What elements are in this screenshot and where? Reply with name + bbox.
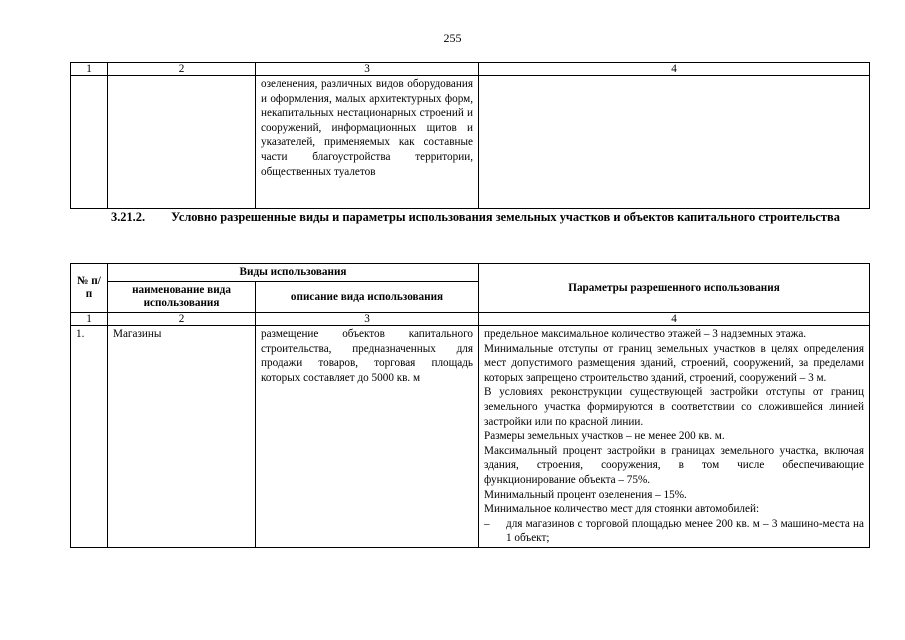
table-row <box>71 76 870 209</box>
table-row <box>71 326 870 548</box>
col-number: 3 <box>256 313 479 326</box>
param-line: Минимальные отступы от границ земельных участков в целях определения мест допустимого размещения зданий, строений, сооружений, за пределами которых запрещено строительство зданий, строений, сооружений – 3 м. <box>484 342 865 384</box>
cell-params <box>479 326 870 548</box>
conditional-uses-table <box>70 263 870 548</box>
cell-use-description: размещение объектов капитального строительства, предназначенных для продажи товаров, торговая площадь которых составляет до 5000 кв. м <box>256 326 479 548</box>
col-number: 2 <box>108 63 256 76</box>
table-header-row <box>71 264 870 282</box>
table-column-numbers <box>71 313 870 326</box>
col-number: 3 <box>256 63 479 76</box>
cell-description: озеленения, различных видов оборудования и оформления, малых архитектурных форм, некапитальных нестационарных строений и сооружений, информационных щитов и указателей, применяемых как составные части благоустройства территории, общественных туалетов <box>256 76 479 209</box>
section-number: 3.21.2. <box>111 210 146 224</box>
cell-use-name: Магазины <box>108 326 256 548</box>
param-list-item <box>484 517 864 546</box>
cell-num: 1. <box>71 326 108 548</box>
col-number: 1 <box>71 313 108 326</box>
param-line: Минимальное количество мест для стоянки автомобилей: <box>484 503 760 516</box>
header-params: Параметры разрешенного использования <box>479 264 870 313</box>
param-line: Размеры земельных участков – не менее 200 кв. м. <box>484 430 725 443</box>
header-uses-group: Виды использования <box>108 264 479 282</box>
list-dash: – <box>484 517 490 530</box>
cell-name <box>108 76 256 209</box>
header-num: № п/п <box>71 264 108 313</box>
col-number: 4 <box>479 63 870 76</box>
param-line: Максимальный процент застройки в границах земельного участка, включая здания, строения, сооружения, в том числе обеспечивающие функционирование объекта – 75%. <box>484 444 865 486</box>
cell-params <box>479 76 870 209</box>
header-use-name: наименование вида использования <box>108 282 256 313</box>
continued-table <box>70 62 870 209</box>
list-item-text: для магазинов с торговой площадью менее 200 кв. м – 3 машино-места на 1 объект; <box>506 517 865 545</box>
param-line: Минимальный процент озеленения – 15%. <box>484 488 687 501</box>
col-number: 4 <box>479 313 870 326</box>
section-heading <box>72 209 866 225</box>
param-line: предельное максимальное количество этажей – 3 надземных этажа. <box>484 328 807 340</box>
page-number: 255 <box>443 31 462 45</box>
col-number: 2 <box>108 313 256 326</box>
table-column-numbers <box>71 63 870 76</box>
col-number: 1 <box>71 63 108 76</box>
cell-num <box>71 76 108 209</box>
param-line: В условиях реконструкции существующей застройки отступы от границ земельного участка формируются в соответствии со сложившейся линией застройки или по красной линии. <box>484 386 865 428</box>
header-use-description: описание вида использования <box>256 282 479 313</box>
section-title: Условно разрешенные виды и параметры использования земельных участков и объектов капитального строительства <box>171 210 840 224</box>
